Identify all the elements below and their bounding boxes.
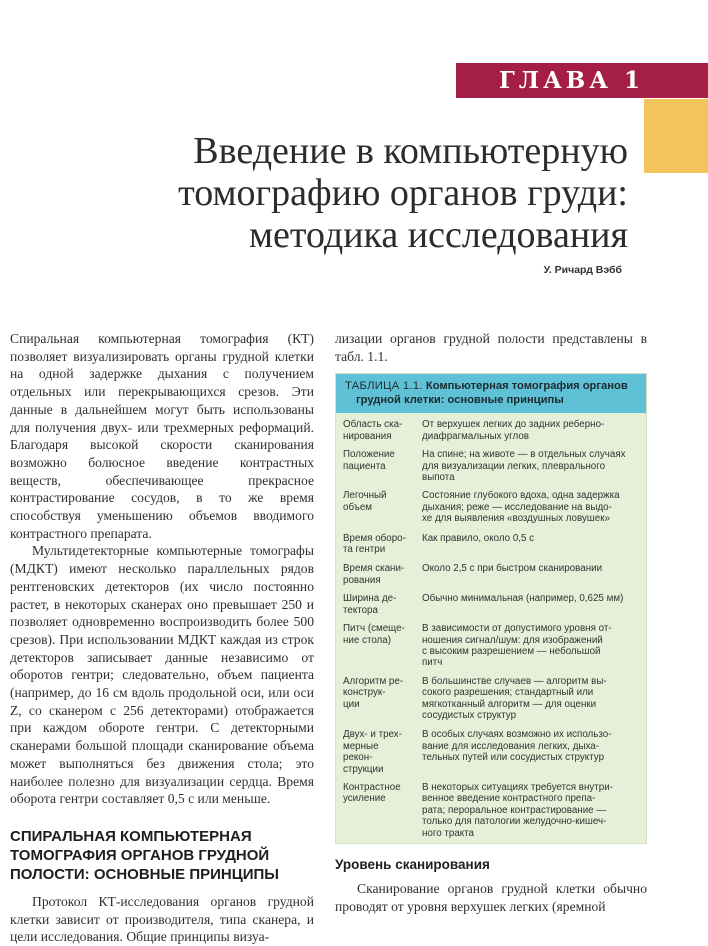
value-line: дыхания; реже — исследование на выдо- (422, 501, 612, 513)
parameter-line: ции (343, 698, 360, 710)
table-row (340, 533, 641, 556)
title-line: томографию органов груди: (178, 172, 628, 214)
row-value (422, 419, 641, 442)
paragraph: Спиральная компьютерная томография (КТ) позволяет визуализировать органы грудной клетки на одной задержке дыхания с получением отдельных или перекрывающихся срезов. Эти данные в дальнейшем могут быть использованы для получения двух- или трехмерных реформаций. Благодаря высокой скорости сканирования возможно болюсное введение контрастных веществ, обеспечивающее прекрасное контрастирование сосудов, в то же время способствуя уменьшению объемов вводимого контрастного препарата. (10, 331, 314, 541)
row-value (422, 490, 641, 524)
table-row (340, 593, 641, 616)
table-row (340, 490, 641, 524)
row-parameter (340, 782, 422, 839)
parameter-line: усиление (343, 793, 386, 805)
chapter-title (178, 130, 628, 256)
table-row (340, 729, 641, 775)
parameter-line: струкции (343, 763, 384, 775)
table-body (336, 413, 646, 843)
parameter-line: мерные (343, 740, 379, 752)
value-line: вание для исследования легких, дыха- (422, 740, 599, 752)
parameter-line: Область ска- (343, 419, 403, 431)
row-parameter (340, 676, 422, 722)
row-parameter (340, 419, 422, 442)
paragraph: лизации органов грудной полости представлены в табл. 1.1. (335, 331, 647, 364)
parameter-line: Ширина де- (343, 593, 397, 605)
table-row (340, 419, 641, 442)
author: У. Ричард Вэбб (543, 264, 622, 276)
parameter-line: пациента (343, 460, 386, 472)
row-value (422, 729, 641, 775)
value-line: только для патологии желудочно-кишеч- (422, 816, 607, 828)
value-line: сокого разрешения; стандартный или (422, 687, 594, 699)
row-parameter (340, 623, 422, 669)
table-label: ТАБЛИЦА 1.1. (345, 380, 423, 393)
value-line: В зависимости от допустимого уровня от- (422, 623, 612, 635)
value-line: Состояние глубокого вдоха, одна задержка (422, 490, 620, 502)
paragraph: Сканирование органов грудной клетки обычно проводят от уровня верхушек легких (яремной (335, 881, 647, 914)
parameter-line: тектора (343, 604, 378, 616)
row-value (422, 593, 641, 616)
value-line: для визуализации легких, плеврального (422, 460, 606, 472)
row-parameter (340, 490, 422, 524)
section-heading: СПИРАЛЬНАЯ КОМПЬЮТЕРНАЯ ТОМОГРАФИЯ ОРГАНОВ ГРУДНОЙ ПОЛОСТИ: ОСНОВНЫЕ ПРИНЦИПЫ (10, 827, 279, 883)
row-value (422, 623, 641, 669)
table-row (340, 782, 641, 839)
parameter-line: Двух- и трех- (343, 729, 402, 741)
parameter-line: ние стола) (343, 634, 391, 646)
row-value (422, 533, 641, 556)
row-parameter (340, 533, 422, 556)
row-parameter (340, 729, 422, 775)
value-line: Как правило, около 0,5 с (422, 532, 535, 544)
value-line: В особых случаях возможно их использо- (422, 729, 612, 741)
parameter-line: рования (343, 574, 381, 586)
row-value (422, 782, 641, 839)
row-parameter (340, 593, 422, 616)
parameter-line: рекон- (343, 752, 373, 764)
value-line: В большинстве случаев — алгоритм вы- (422, 675, 607, 687)
parameter-line: Алгоритм ре- (343, 675, 404, 687)
subheading: Уровень сканирования (335, 857, 490, 872)
title-line: Введение в компьютерную (193, 130, 628, 172)
row-value (422, 676, 641, 722)
parameter-line: Контрастное (343, 781, 401, 793)
parameter-line: Время скани- (343, 563, 405, 575)
row-parameter (340, 563, 422, 586)
value-line: ного тракта (422, 827, 474, 839)
value-line: рата; пероральное контрастирование — (422, 804, 607, 816)
table-title: Компьютерная томография органов (425, 380, 628, 393)
value-line: ношения сигнал/шум: для изображений (422, 634, 603, 646)
value-line: От верхушек легких до задних реберно- (422, 419, 605, 431)
parameter-line: Положение (343, 449, 395, 461)
paragraph: Протокол КТ-исследования органов грудной клетки зависит от производителя, типа сканера, и цели исследования. Общие принципы визуа- (10, 893, 314, 945)
parameter-line: объем (343, 501, 373, 513)
value-line: выпота (422, 472, 455, 484)
table-row (340, 676, 641, 722)
value-line: В некоторых ситуациях требуется внутри- (422, 781, 613, 793)
parameter-line: Питч (смеще- (343, 623, 405, 635)
table-header (336, 374, 646, 413)
chapter-label: ГЛАВА 1 (498, 67, 644, 94)
parameter-line: конструк- (343, 687, 386, 699)
value-line: тельных путей или сосудистых структур (422, 752, 605, 764)
left-column (10, 330, 314, 946)
value-line: сосудистых структур (422, 709, 517, 721)
value-line: с высоким разрешением — небольшой (422, 645, 601, 657)
accent-block (644, 99, 708, 173)
row-value (422, 449, 641, 483)
paragraph: Мультидетекторные компьютерные томографы (МДКТ) имеют несколько параллельных рядов рентгеновских детекторов (их число постоянно растет, в некоторых сканерах оно превышает 250 и позволяет одновременно воспроизводить более 500 срезов). При использовании МДКТ каждая из строк детекторов записывает данные независимо от оборотов гентри; следовательно, объем пациента (например, до 16 см вдоль продольной оси, или оси Z, со сканером с 256 детекторами) отображается при каждом обороте гентри. С детекторными сканерами большой площади сканирование объема может выполняться без движения стола; это наиболее полезно для визуализации сердца. Время оборота гентри составляет 0,5 с или меньше. (10, 543, 314, 807)
row-value (422, 563, 641, 586)
value-line: венное введение контрастного препа- (422, 793, 596, 805)
parameter-line: Время оборо- (343, 532, 406, 544)
parameter-line: нирования (343, 430, 392, 442)
table-row (340, 563, 641, 586)
table-row (340, 623, 641, 669)
value-line: Обычно минимальная (например, 0,625 мм) (422, 593, 624, 605)
row-parameter (340, 449, 422, 483)
table-row (340, 449, 641, 483)
value-line: хе для выявления «воздушных ловушек» (422, 513, 610, 525)
value-line: мягкотканный алгоритм — для оценки (422, 698, 597, 710)
table-title: грудной клетки: основные принципы (356, 393, 564, 406)
value-line: На спине; на животе — в отдельных случаях (422, 449, 626, 461)
title-line: методика исследования (248, 214, 628, 256)
value-line: диафрагмальных углов (422, 430, 529, 442)
table-1-1 (335, 373, 647, 844)
right-column (335, 330, 647, 915)
value-line: питч (422, 657, 443, 669)
parameter-line: та гентри (343, 544, 386, 556)
value-line: Около 2,5 с при быстром сканировании (422, 563, 603, 575)
parameter-line: Легочный (343, 490, 387, 502)
